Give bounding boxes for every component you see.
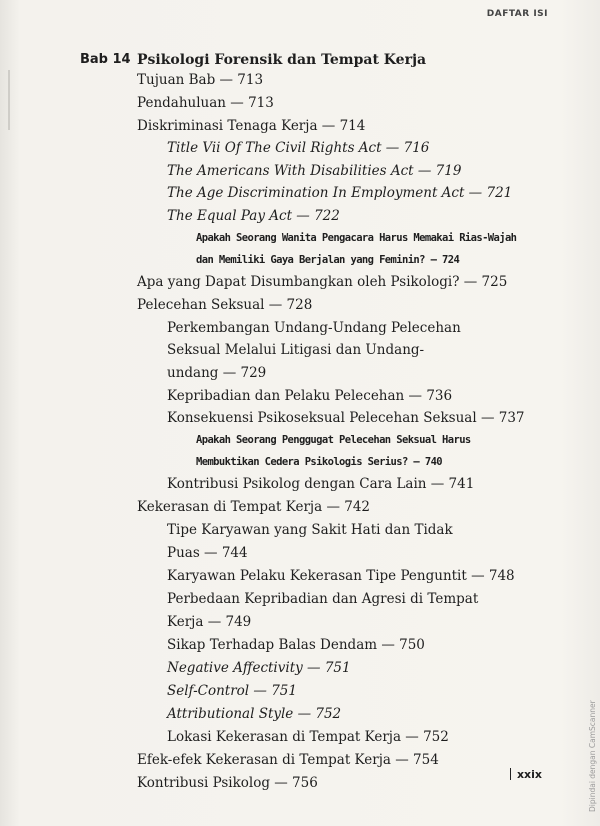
toc-entry: Lokasi Kekerasan di Tempat Kerja — 752 <box>167 729 449 745</box>
running-head: DAFTAR ISI <box>486 9 548 19</box>
toc-entry: Kontribusi Psikolog dengan Cara Lain — 741 <box>167 476 475 492</box>
toc-entry: Pendahuluan — 713 <box>137 95 274 111</box>
toc-entry: Pelecehan Seksual — 728 <box>137 297 313 313</box>
toc-entry: Kepribadian dan Pelaku Pelecehan — 736 <box>167 388 453 404</box>
toc-entry: Perkembangan Undang-Undang Pelecehan <box>167 320 461 336</box>
toc-entry: The Americans With Disabilities Act — 719 <box>167 163 462 179</box>
toc-entry: Kekerasan di Tempat Kerja — 742 <box>137 499 371 515</box>
scan-edge-mark <box>8 70 10 130</box>
toc-entry: Tipe Karyawan yang Sakit Hati dan Tidak <box>167 522 453 538</box>
toc-entry: Self-Control — 751 <box>167 683 297 699</box>
toc-entry: undang — 729 <box>167 365 267 381</box>
toc-entry: Diskriminasi Tenaga Kerja — 714 <box>137 118 366 134</box>
toc-entry-note: Apakah Seorang Wanita Pengacara Harus Memakai Rias-Wajah <box>196 232 517 244</box>
toc-entry: Seksual Melalui Litigasi dan Undang- <box>167 342 425 358</box>
toc-entry: Perbedaan Kepribadian dan Agresi di Tempat <box>167 591 479 607</box>
toc-entry: Karyawan Pelaku Kekerasan Tipe Penguntit — 748 <box>167 568 515 584</box>
toc-entry: Kerja — 749 <box>167 614 252 630</box>
toc-entry-note: Apakah Seorang Penggugat Pelecehan Seksual Harus <box>196 434 471 446</box>
toc-entry: Puas — 744 <box>167 545 248 561</box>
toc-entry: Kontribusi Psikolog — 756 <box>137 775 318 791</box>
toc-entry: Title Vii Of The Civil Rights Act — 716 <box>167 140 430 156</box>
toc-entry: The Equal Pay Act — 722 <box>167 208 340 224</box>
toc-entry-note: Membuktikan Cedera Psikologis Serius? — 740 <box>196 456 443 468</box>
page-number-rule <box>510 768 511 780</box>
toc-entry: Attributional Style — 752 <box>167 706 342 722</box>
chapter-title: Psikologi Forensik dan Tempat Kerja <box>137 52 427 68</box>
toc-entry: The Age Discrimination In Employment Act — 721 <box>167 185 513 201</box>
toc-entry-note: dan Memiliki Gaya Berjalan yang Feminin? — 724 <box>196 254 460 266</box>
toc-entry: Apa yang Dapat Disumbangkan oleh Psikologi? — 725 <box>137 274 508 290</box>
page-number <box>510 768 542 781</box>
toc-entry: Konsekuensi Psikoseksual Pelecehan Seksual — 737 <box>167 410 525 426</box>
scanner-watermark: Dipindai dengan CamScanner <box>588 700 597 812</box>
chapter-number: Bab 14 <box>80 52 131 67</box>
toc-entry: Negative Affectivity — 751 <box>167 660 351 676</box>
toc-entry: Efek-efek Kekerasan di Tempat Kerja — 754 <box>137 752 439 768</box>
toc-entry: Sikap Terhadap Balas Dendam — 750 <box>167 637 425 653</box>
toc-entry: Tujuan Bab — 713 <box>137 72 264 88</box>
page-number-text: xxix <box>516 768 542 781</box>
